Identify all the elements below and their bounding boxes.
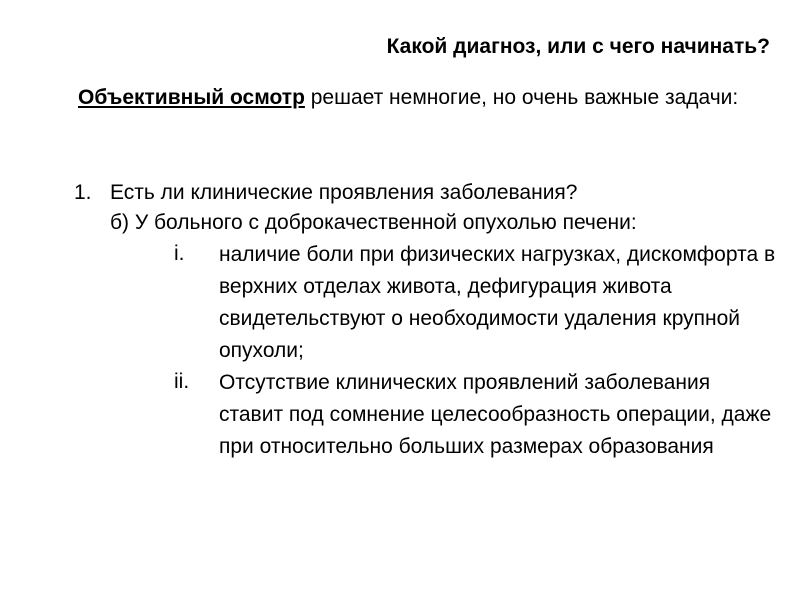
intro-rest: решает немногие, но очень важные задачи: [304, 86, 739, 109]
point-marker-2: ii. [174, 370, 190, 393]
point-marker-1: i. [174, 242, 185, 265]
sub-heading: б) У больного с доброкачественной опухолью печени: [110, 211, 637, 234]
point-text-1: наличие боли при физических нагрузках, дискомфорта в верхних отделах живота, дефигурация живота свидетельствуют о необходимости удаления крупной опухоли; [219, 243, 776, 362]
point-text-2: Отсутствие клинических проявлений заболевания ставит под сомнение целесообразность операции, даже при относительно больших размерах образования [219, 371, 772, 458]
list-item-number: 1. [74, 181, 92, 204]
slide-title: Какой диагноз, или с чего начинать? [386, 35, 770, 58]
intro-lead: Объективный осмотр [78, 86, 305, 109]
intro-paragraph [78, 83, 768, 112]
list-item-text: Есть ли клинические проявления заболевания? [110, 181, 578, 204]
